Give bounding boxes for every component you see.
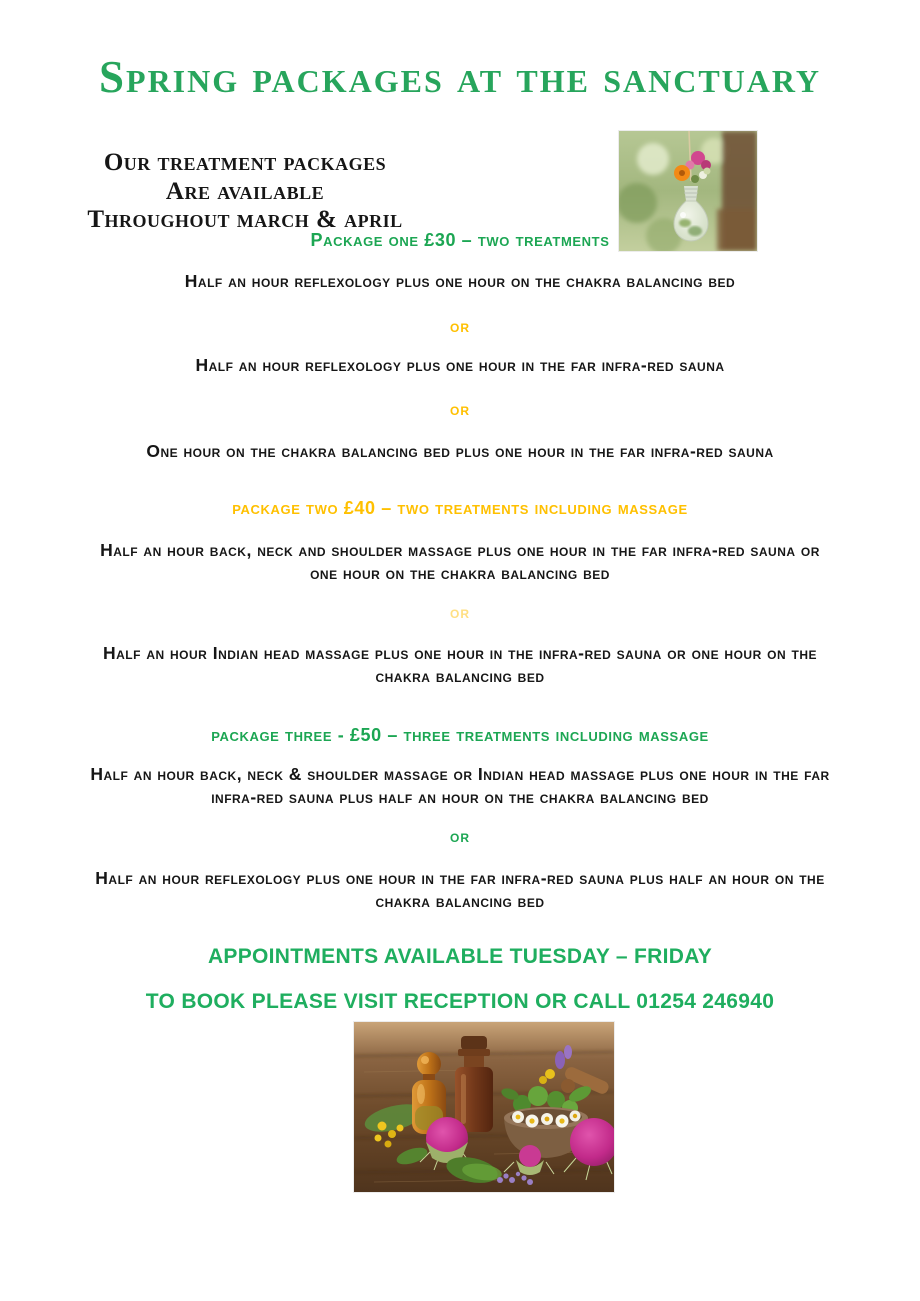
herbal-apothecary-photo (353, 1021, 615, 1193)
package-two-heading: package two £40 – two treatments including massage (232, 498, 688, 518)
package-three-heading: package three - £50 – three treatments including massage (211, 725, 709, 745)
appointments-line: APPOINTMENTS AVAILABLE TUESDAY – FRIDAY (207, 945, 713, 968)
page-title: Spring packages at the sanctuary (99, 52, 821, 102)
package-three-or-1: or (450, 826, 470, 846)
package-one-option-1: Half an hour reflexology plus one hour on the chakra balancing bed (184, 271, 736, 291)
package-two-or-1: or (450, 602, 470, 622)
availability-block (50, 149, 440, 235)
availability-line-2: Are available (165, 177, 325, 205)
booking-line: TO BOOK PLEASE VISIT RECEPTION OR CALL 01254 246940 (145, 990, 775, 1013)
package-one-option-2: Half an hour reflexology plus one hour in the far infra-red sauna (195, 355, 725, 375)
package-one-or-2: or (450, 399, 470, 419)
package-one-heading: Package one £30 – two treatments (310, 230, 610, 250)
package-three-option-1: Half an hour back, neck & shoulder massage or Indian head massage plus one hour in the far infra-red sauna plus half an hour on the chakra balancing bed (90, 764, 830, 807)
tall-dark-bottle (455, 1036, 493, 1132)
availability-line-3: Throughout march & april (87, 206, 403, 233)
package-two-option-2: Half an hour Indian head massage plus one hour in the infra-red sauna or one hour on the chakra balancing bed (103, 643, 817, 686)
package-one-option-3: One hour on the chakra balancing bed plus one hour in the far infra-red sauna (146, 441, 774, 461)
herbal-apothecary-illustration (354, 1022, 614, 1192)
package-one-or-1: or (450, 316, 470, 336)
package-two-option-1: Half an hour back, neck and shoulder massage plus one hour in the far infra-red sauna or one hour on the chakra balancing bed (100, 540, 820, 583)
availability-line-1: Our treatment packages (103, 149, 387, 176)
package-three-option-2: Half an hour reflexology plus one hour in the far infra-red sauna plus half an hour on the chakra balancing bed (95, 868, 825, 911)
lightbulb-vase-photo (618, 130, 758, 252)
lightbulb-vase-illustration (619, 131, 757, 251)
